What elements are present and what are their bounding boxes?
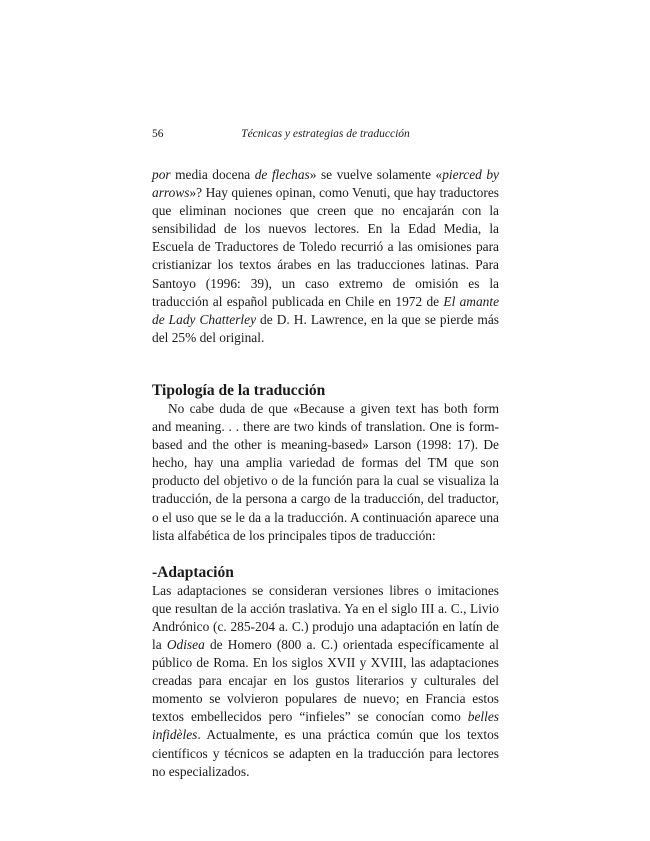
running-title: Técnicas y estrategias de traducción <box>241 128 410 140</box>
subsection-heading-adaptacion: -Adaptación <box>152 563 234 581</box>
book-page <box>152 128 499 781</box>
text-run: de Homero (800 a. C.) orientada específicamente al público de Roma. En los siglos XVII y XVIII, las adaptaciones creadas para encajar en los gustos literarios y culturales del momento se volvieron populares de nuevo; en Francia estos textos embellecidos pero “infieles” se conocían como <box>152 636 499 725</box>
running-header <box>152 128 499 146</box>
italic-text: pierced by arrows <box>152 167 499 201</box>
text-run: media docena <box>170 167 255 182</box>
paragraph-tipologia: No cabe duda de que «Because a given text has both form and meaning. . . there are two kinds of translation. One is form-based and the other is meaning-based» Larson (1998: 17). De hecho, hay una amplia variedad de formas del TM que son producto del objetivo o de la función para la cual se visualiza la traducción, de la persona a cargo de la traducción, del traductor, o el uso que se le da a la traducción. A continuación aparece una lista alfabética de los principales tipos de traducción: <box>152 400 499 543</box>
text-run: » se vuelve solamente « <box>309 167 443 182</box>
page-number: 56 <box>152 128 164 140</box>
book-title-italic: El amante de Lady Chatterley <box>152 293 500 327</box>
paragraph-adaptacion <box>152 582 499 781</box>
text-run: de D. H. Lawrence, en la que se pierde más del 25% del original. <box>152 311 499 345</box>
paragraph-omission-continuation <box>152 166 499 347</box>
text-run: »? Hay quienes opinan, como Venuti, que hay traductores que eliminan nociones que creen que no encajarán con la sensibilidad de los nuevos lectores. En la Edad Media, la Escuela de Traductores de Toledo recurrió a las omisiones para cristianizar los textos árabes en las traducciones latinas. Para Santoyo (1996: 39), un caso extremo de omisión es la traducción al español publicada en Chile en 1972 de <box>152 185 499 309</box>
text-run: . Actualmente, es una práctica común que los textos científicos y técnicos se adapten en la traducción para lectores no especializados. <box>152 727 499 779</box>
italic-text: por <box>152 167 171 182</box>
italic-text: Odisea <box>166 636 205 652</box>
italic-text: belles infidèles <box>152 709 499 743</box>
italic-text: de flechas <box>254 167 310 182</box>
section-heading-tipologia: Tipología de la traducción <box>152 381 326 399</box>
text-run: Las adaptaciones se consideran versiones libres o imitaciones que resultan de la acción traslativa. Ya en el siglo III a. C., Livio Andrónico (c. 285-204 a. C.) produjo una adaptación en latín de la <box>152 582 499 652</box>
